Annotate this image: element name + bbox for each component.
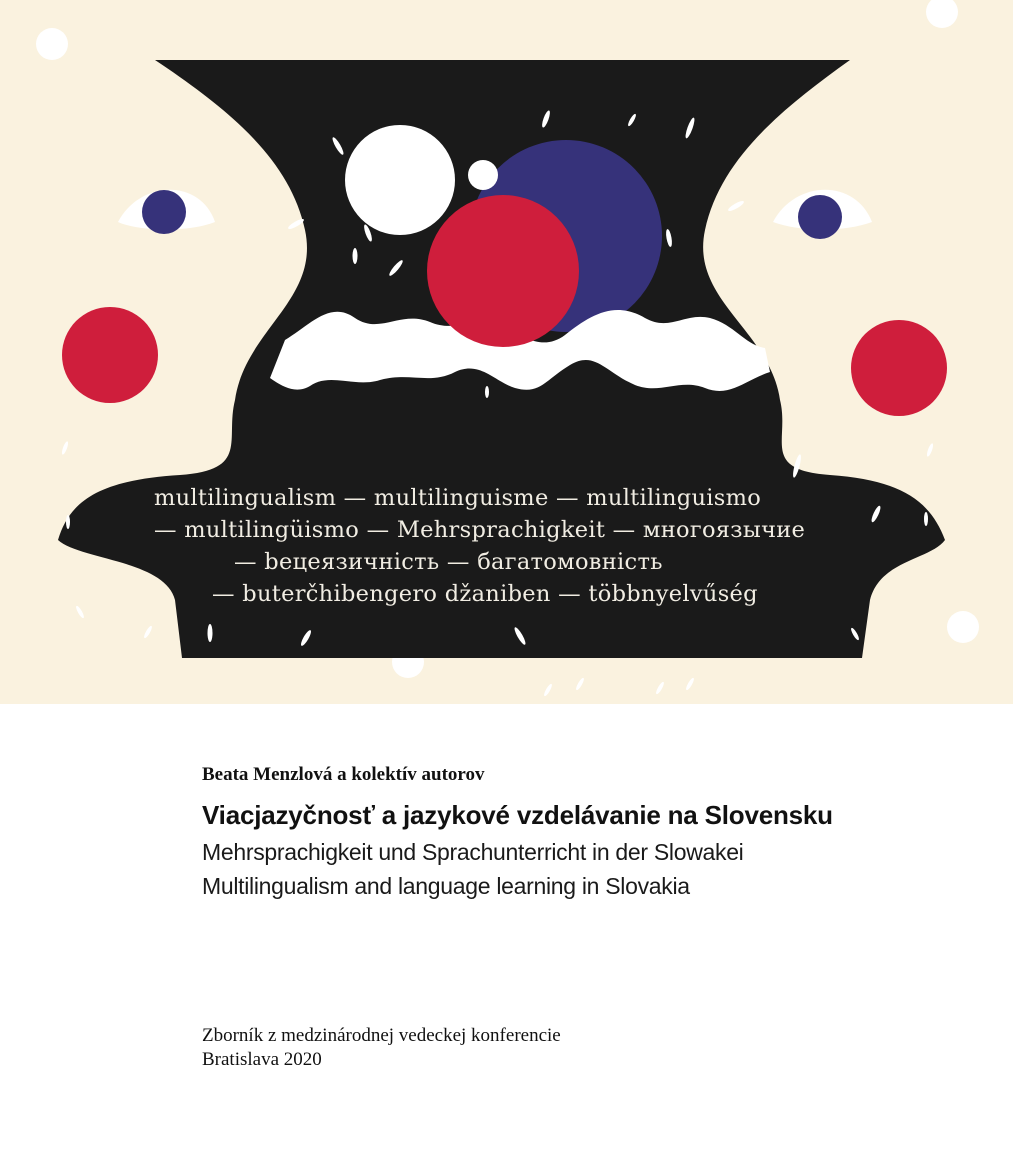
multilingual-caption bbox=[70, 482, 940, 610]
title-block bbox=[202, 764, 962, 903]
right-eye-pupil bbox=[798, 195, 842, 239]
right-red-circle bbox=[851, 320, 947, 416]
left-eye-pupil bbox=[142, 190, 186, 234]
title-german: Mehrsprachigkeit und Sprachunterricht in der Slowakei bbox=[202, 839, 744, 865]
publication-type: Zborník z medzinárodnej vedeckej konferencie bbox=[202, 1025, 561, 1046]
small-white-circle bbox=[468, 160, 498, 190]
place-year: Bratislava 2020 bbox=[202, 1049, 322, 1070]
caption-line: — multilingüismo — Mehrsprachigkeit — многоязычие bbox=[154, 517, 806, 543]
caption-line: multilingualism — multilinguisme — multilinguismo bbox=[154, 485, 762, 511]
left-red-circle bbox=[62, 307, 158, 403]
white-circle bbox=[345, 125, 455, 235]
bg-dot bbox=[36, 28, 68, 60]
caption-line: — buterčhibengero džaniben — többnyelvűség bbox=[212, 581, 758, 607]
authors: Beata Menzlová a kolektív autorov bbox=[202, 764, 485, 785]
red-circle bbox=[427, 195, 579, 347]
bg-dot bbox=[947, 611, 979, 643]
bg-dot bbox=[926, 0, 958, 28]
publication-info bbox=[202, 1024, 561, 1072]
caption-line: — bецеязичність — багатомовність bbox=[234, 549, 663, 575]
title-slovak: Viacjazyčnosť a jazykové vzdelávanie na Slovensku bbox=[202, 800, 833, 830]
title-english: Multilingualism and language learning in Slovakia bbox=[202, 873, 690, 899]
